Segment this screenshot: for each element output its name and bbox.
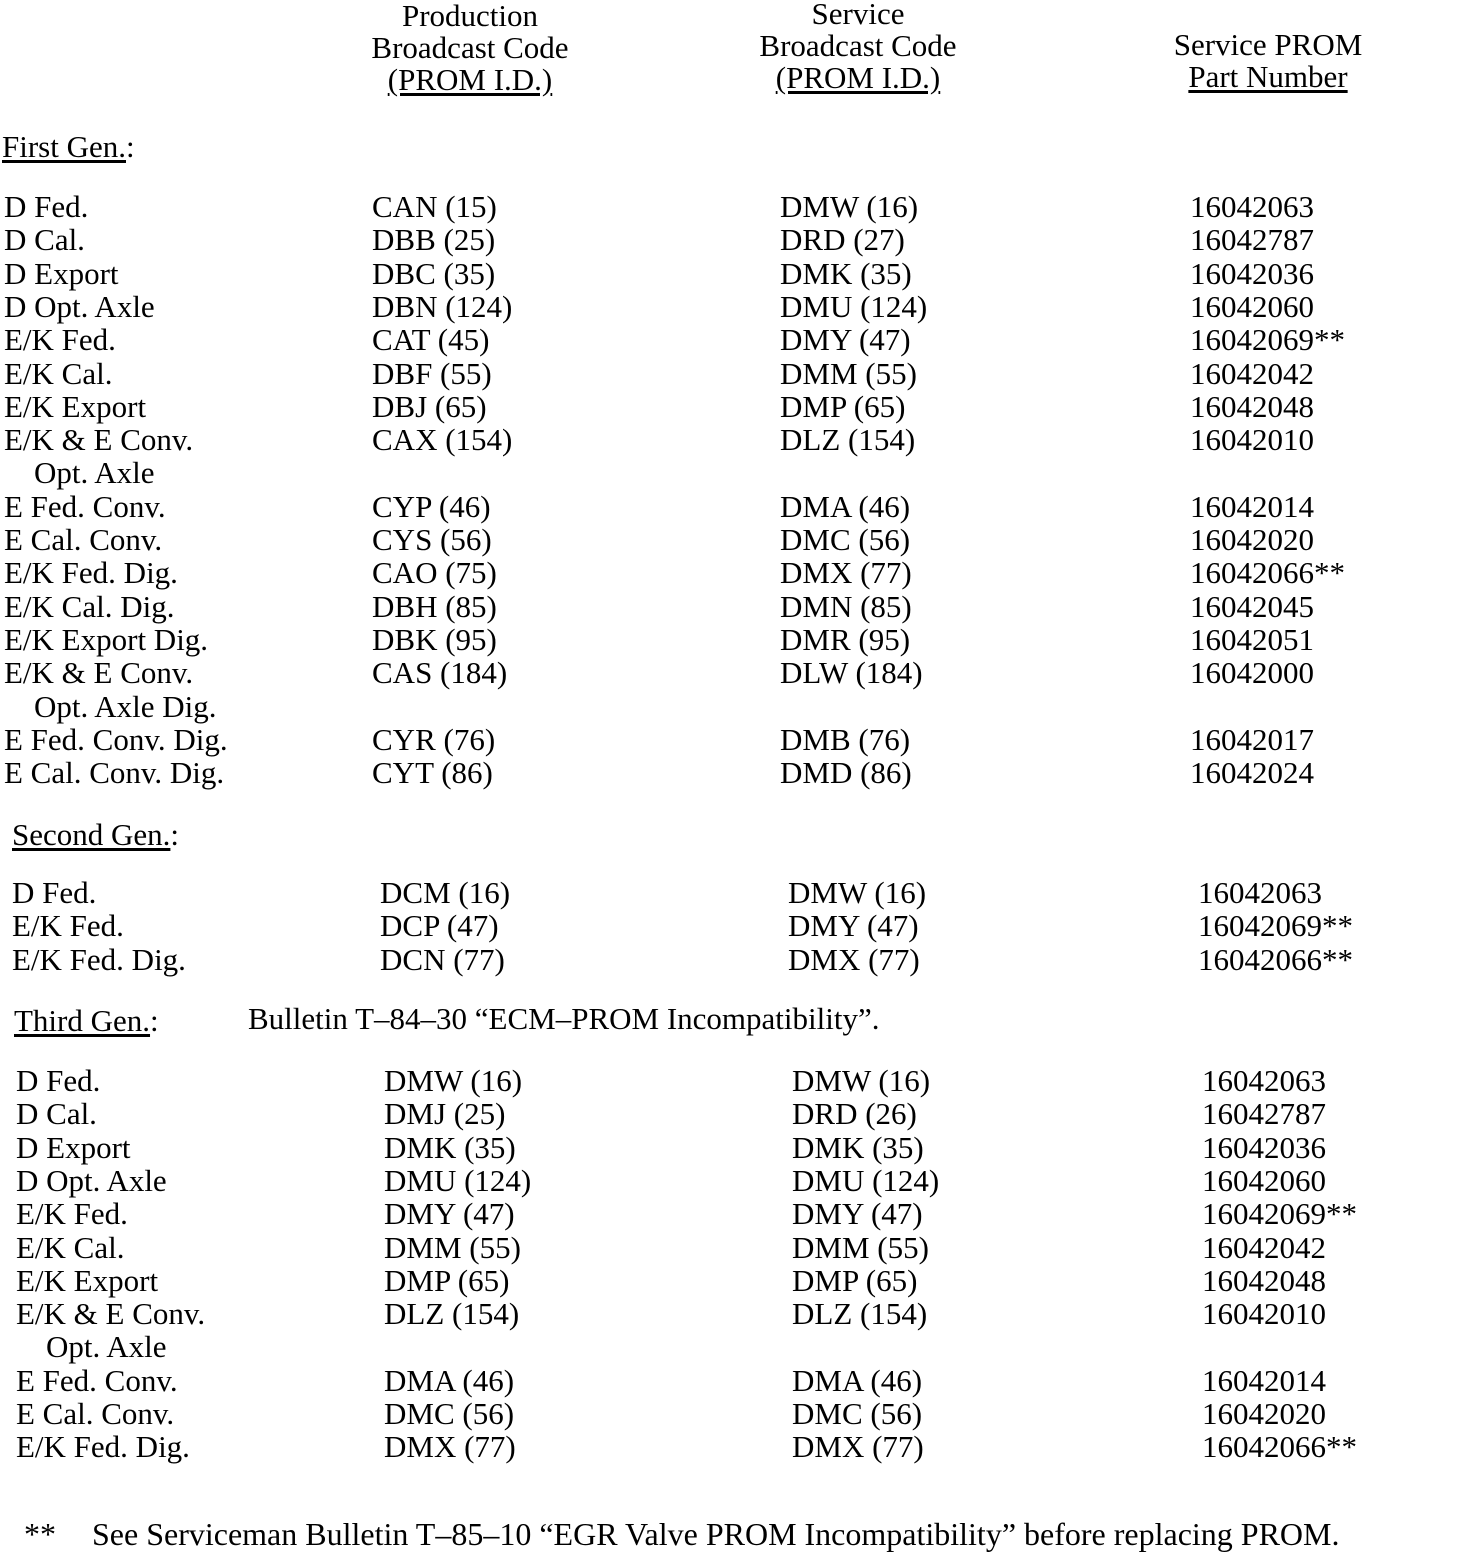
row-label: E/K Export bbox=[16, 1262, 159, 1298]
second-gen-title: Second Gen. bbox=[12, 817, 171, 852]
production-code: DMK (35) bbox=[384, 1129, 516, 1165]
header-part-line2: Part Number bbox=[1188, 59, 1348, 94]
service-code: DMB (76) bbox=[780, 721, 911, 757]
table-row bbox=[0, 1397, 1472, 1430]
production-code: DBN (124) bbox=[372, 288, 513, 324]
service-code: DRD (26) bbox=[792, 1096, 917, 1132]
part-number: 16042069** bbox=[1190, 322, 1345, 358]
production-code: DBK (95) bbox=[372, 621, 497, 657]
row-label: E/K Fed. bbox=[12, 908, 124, 944]
service-code: DLZ (154) bbox=[792, 1296, 928, 1332]
production-code: CYR (76) bbox=[372, 721, 496, 757]
row-label: E/K Fed. Dig. bbox=[16, 1429, 190, 1465]
header-part-line1: Service PROM bbox=[1173, 27, 1363, 62]
part-number: 16042787 bbox=[1202, 1096, 1326, 1132]
production-code: CAX (154) bbox=[372, 422, 513, 458]
table-row bbox=[0, 1097, 1472, 1130]
part-number: 16042045 bbox=[1190, 588, 1314, 624]
part-number: 16042042 bbox=[1190, 355, 1314, 391]
table-row bbox=[0, 590, 1472, 623]
service-code: DLW (184) bbox=[780, 655, 923, 691]
part-number: 16042060 bbox=[1202, 1162, 1326, 1198]
service-code: DMC (56) bbox=[780, 522, 911, 557]
service-code: DMU (124) bbox=[780, 288, 928, 324]
service-code: DRD (27) bbox=[780, 222, 905, 258]
service-code: DMK (35) bbox=[780, 255, 912, 291]
table-row bbox=[0, 656, 1472, 689]
table-row bbox=[0, 723, 1472, 756]
table-row bbox=[0, 423, 1472, 456]
row-label: E Fed. Conv. bbox=[16, 1362, 178, 1398]
header-service bbox=[708, 0, 1008, 94]
table-row bbox=[0, 943, 1472, 976]
service-code: DMK (35) bbox=[792, 1129, 924, 1165]
row-label: D Export bbox=[16, 1129, 131, 1165]
service-code: DMP (65) bbox=[780, 388, 906, 424]
part-number: 16042017 bbox=[1190, 721, 1314, 757]
service-code: DMY (47) bbox=[792, 1196, 923, 1232]
production-code: DMA (46) bbox=[384, 1362, 515, 1398]
part-number: 16042066** bbox=[1190, 555, 1345, 591]
part-number: 16042069** bbox=[1202, 1196, 1357, 1232]
row-label: E Cal. Conv. bbox=[4, 522, 163, 557]
part-number: 16042048 bbox=[1190, 388, 1314, 424]
table-row bbox=[0, 623, 1472, 656]
table-row bbox=[0, 556, 1472, 589]
table-row bbox=[0, 290, 1472, 323]
row-label: E/K Fed. bbox=[16, 1196, 128, 1232]
row-label: D Fed. bbox=[12, 875, 97, 910]
service-code: DMR (95) bbox=[780, 621, 911, 657]
table-row bbox=[0, 257, 1472, 290]
part-number: 16042063 bbox=[1198, 875, 1322, 910]
row-label: Opt. Axle bbox=[46, 1329, 167, 1365]
part-number: 16042014 bbox=[1190, 488, 1314, 524]
production-code: DMU (124) bbox=[384, 1162, 532, 1198]
row-label: E/K & E Conv. bbox=[16, 1296, 206, 1332]
row-label: E/K & E Conv. bbox=[4, 655, 194, 691]
service-code: DMW (16) bbox=[792, 1063, 931, 1098]
row-label: Opt. Axle bbox=[34, 455, 155, 491]
row-label: E Cal. Conv. bbox=[16, 1396, 175, 1431]
table-row bbox=[0, 190, 1472, 223]
table-row bbox=[0, 1430, 1472, 1463]
service-code: DMA (46) bbox=[792, 1362, 923, 1398]
row-label: E/K Fed. Dig. bbox=[4, 555, 178, 591]
production-code: DMP (65) bbox=[384, 1262, 510, 1298]
part-number: 16042069** bbox=[1198, 908, 1353, 944]
part-number: 16042020 bbox=[1190, 522, 1314, 557]
section-title-first-gen bbox=[2, 130, 135, 163]
table-row bbox=[0, 390, 1472, 423]
service-code: DMN (85) bbox=[780, 588, 912, 624]
production-code: CAT (45) bbox=[372, 322, 490, 358]
production-code: DBF (55) bbox=[372, 355, 492, 391]
row-label: E/K Cal. bbox=[4, 355, 113, 391]
part-number: 16042063 bbox=[1190, 189, 1314, 224]
production-code: DMC (56) bbox=[384, 1396, 515, 1431]
production-code: DLZ (154) bbox=[384, 1296, 520, 1332]
third-gen-title: Third Gen. bbox=[14, 1003, 151, 1038]
production-code: DBH (85) bbox=[372, 588, 497, 624]
production-code: CAN (15) bbox=[372, 189, 497, 224]
service-code: DMD (86) bbox=[780, 755, 912, 791]
table-row bbox=[0, 756, 1472, 789]
production-code: CAO (75) bbox=[372, 555, 497, 591]
service-code: DMX (77) bbox=[788, 941, 920, 977]
service-code: DMP (65) bbox=[792, 1262, 918, 1298]
production-code: DMX (77) bbox=[384, 1429, 516, 1465]
part-number: 16042036 bbox=[1190, 255, 1314, 291]
second-gen-colon: : bbox=[170, 817, 180, 852]
table-row bbox=[0, 909, 1472, 942]
production-code: DBB (25) bbox=[372, 222, 496, 258]
service-code: DMA (46) bbox=[780, 488, 911, 524]
row-label: E/K Cal. bbox=[16, 1229, 125, 1265]
production-code: DMM (55) bbox=[384, 1229, 521, 1265]
row-label: D Cal. bbox=[4, 222, 85, 258]
table-row bbox=[0, 1297, 1472, 1330]
part-number: 16042020 bbox=[1202, 1396, 1326, 1431]
first-gen-colon: : bbox=[126, 129, 135, 164]
table-row bbox=[0, 876, 1472, 909]
production-code: CYP (46) bbox=[372, 488, 491, 524]
section-title-second-gen bbox=[12, 818, 179, 851]
production-code: DBJ (65) bbox=[372, 388, 487, 424]
part-number: 16042036 bbox=[1202, 1129, 1326, 1165]
table-row bbox=[0, 523, 1472, 556]
part-number: 16042066** bbox=[1198, 941, 1353, 977]
header-production-line1: Production bbox=[401, 0, 539, 33]
section-title-third-gen bbox=[14, 1004, 159, 1037]
row-label: E Fed. Conv. bbox=[4, 488, 166, 524]
table-row bbox=[0, 223, 1472, 256]
service-code: DMU (124) bbox=[792, 1162, 940, 1198]
table-row bbox=[0, 1330, 1472, 1363]
table-row bbox=[0, 1364, 1472, 1397]
service-code: DMY (47) bbox=[780, 322, 911, 358]
production-code: DMY (47) bbox=[384, 1196, 515, 1232]
production-code: DBC (35) bbox=[372, 255, 496, 291]
table-row bbox=[0, 490, 1472, 523]
part-number: 16042042 bbox=[1202, 1229, 1326, 1265]
table-row bbox=[0, 323, 1472, 356]
header-service-line2: Broadcast Code bbox=[759, 28, 957, 63]
part-number: 16042048 bbox=[1202, 1262, 1326, 1298]
row-label: E/K & E Conv. bbox=[4, 422, 194, 458]
header-service-line1: Service bbox=[811, 0, 905, 31]
row-label: E Fed. Conv. Dig. bbox=[4, 721, 228, 757]
production-code: DMJ (25) bbox=[384, 1096, 506, 1132]
part-number: 16042000 bbox=[1190, 655, 1314, 691]
part-number: 16042010 bbox=[1190, 422, 1314, 458]
service-code: DMM (55) bbox=[792, 1229, 929, 1265]
table-row bbox=[0, 1064, 1472, 1097]
production-code: CAS (184) bbox=[372, 655, 508, 691]
footnote bbox=[24, 1518, 1339, 1551]
service-code: DLZ (154) bbox=[780, 422, 916, 458]
service-code: DMY (47) bbox=[788, 908, 919, 944]
header-production bbox=[320, 0, 620, 96]
first-gen-title: First Gen. bbox=[2, 129, 126, 164]
table-row bbox=[0, 1197, 1472, 1230]
row-label: D Opt. Axle bbox=[16, 1162, 167, 1198]
row-label: D Export bbox=[4, 255, 119, 291]
row-label: E Cal. Conv. Dig. bbox=[4, 755, 225, 791]
table-row bbox=[0, 1264, 1472, 1297]
header-part-number bbox=[1118, 29, 1418, 93]
third-gen-colon: : bbox=[150, 1003, 159, 1038]
production-code: CYT (86) bbox=[372, 755, 493, 791]
header-service-line3: (PROM I.D.) bbox=[775, 60, 941, 95]
service-code: DMC (56) bbox=[792, 1396, 923, 1431]
row-label: D Opt. Axle bbox=[4, 288, 155, 324]
header-production-line3: (PROM I.D.) bbox=[387, 62, 553, 97]
table-row bbox=[0, 357, 1472, 390]
part-number: 16042010 bbox=[1202, 1296, 1326, 1332]
table-row bbox=[0, 1131, 1472, 1164]
production-code: CYS (56) bbox=[372, 522, 492, 557]
service-code: DMW (16) bbox=[788, 875, 927, 910]
row-label: Opt. Axle Dig. bbox=[34, 688, 217, 724]
row-label: E/K Fed. Dig. bbox=[12, 941, 186, 977]
row-label: E/K Cal. Dig. bbox=[4, 588, 175, 624]
row-label: D Fed. bbox=[16, 1063, 101, 1098]
row-label: D Cal. bbox=[16, 1096, 97, 1132]
service-code: DMW (16) bbox=[780, 189, 919, 224]
part-number: 16042014 bbox=[1202, 1362, 1326, 1398]
part-number: 16042063 bbox=[1202, 1063, 1326, 1098]
table-row bbox=[0, 456, 1472, 489]
part-number: 16042024 bbox=[1190, 755, 1314, 791]
third-gen-bulletin: Bulletin T–84–30 “ECM–PROM Incompatibility”. bbox=[248, 1001, 880, 1036]
part-number: 16042066** bbox=[1202, 1429, 1357, 1465]
header-production-line2: Broadcast Code bbox=[371, 30, 569, 65]
service-code: DMX (77) bbox=[780, 555, 912, 591]
row-label: E/K Export Dig. bbox=[4, 621, 209, 657]
part-number: 16042787 bbox=[1190, 222, 1314, 258]
part-number: 16042060 bbox=[1190, 288, 1314, 324]
row-label: D Fed. bbox=[4, 189, 89, 224]
table-row bbox=[0, 690, 1472, 723]
production-code: DCN (77) bbox=[380, 941, 505, 977]
row-label: E/K Fed. bbox=[4, 322, 116, 358]
table-row bbox=[0, 1231, 1472, 1264]
footnote-marker: ** bbox=[24, 1516, 56, 1552]
production-code: DMW (16) bbox=[384, 1063, 523, 1098]
production-code: DCP (47) bbox=[380, 908, 499, 944]
service-code: DMX (77) bbox=[792, 1429, 924, 1465]
service-code: DMM (55) bbox=[780, 355, 917, 391]
row-label: E/K Export bbox=[4, 388, 147, 424]
part-number: 16042051 bbox=[1190, 621, 1314, 657]
table-row bbox=[0, 1164, 1472, 1197]
footnote-text: See Serviceman Bulletin T–85–10 “EGR Valve PROM Incompatibility” before replacing PROM. bbox=[92, 1516, 1340, 1552]
production-code: DCM (16) bbox=[380, 875, 511, 910]
